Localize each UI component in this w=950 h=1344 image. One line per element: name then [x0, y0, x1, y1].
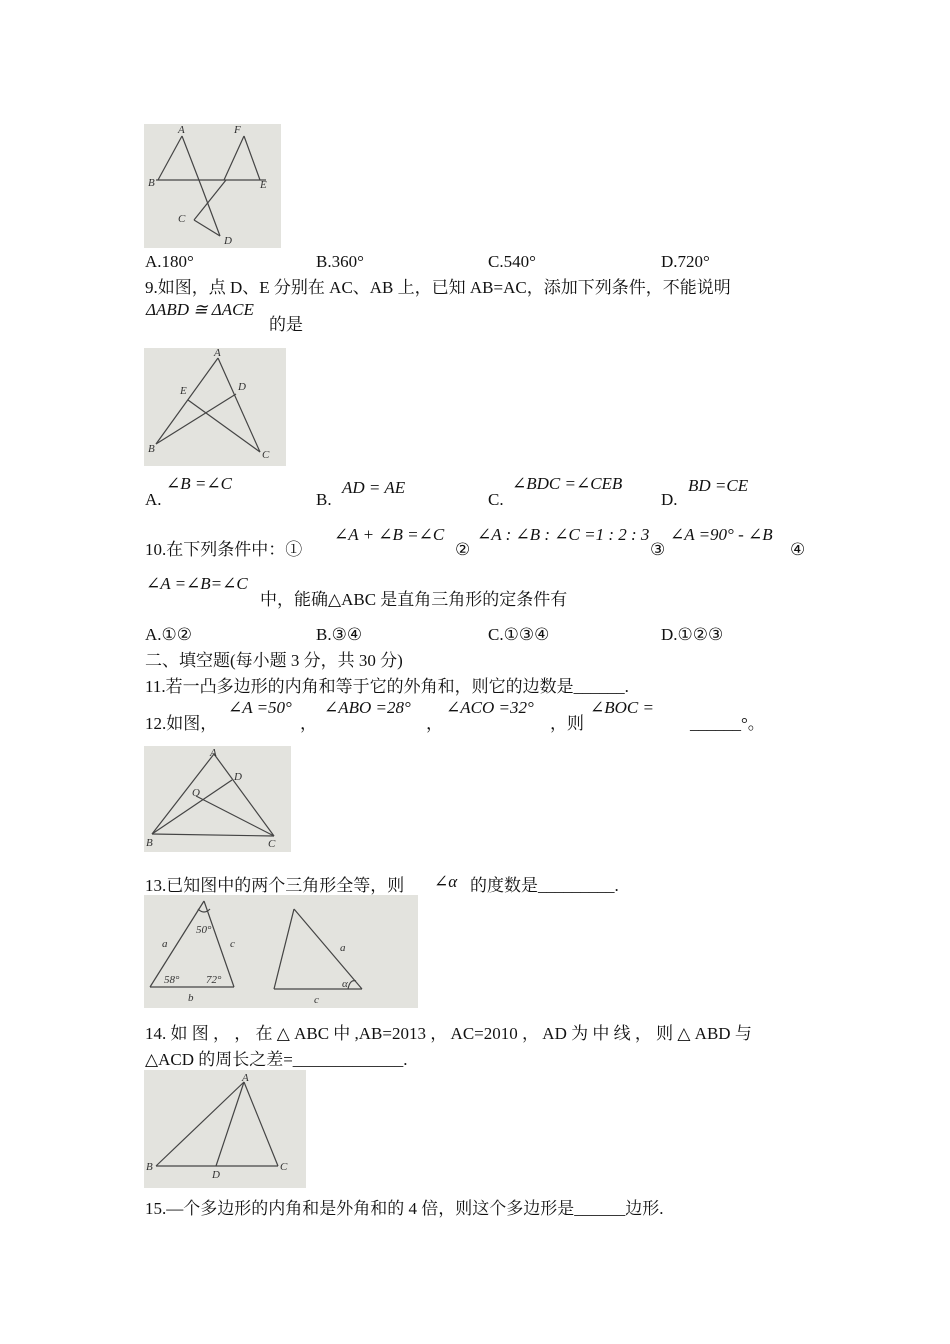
q8-option-c: C.540°: [488, 252, 536, 271]
q12-angle-boc: ∠BOC =: [590, 698, 654, 717]
q12-label-b: B: [146, 837, 153, 849]
q13-label-72: 72°: [206, 974, 222, 986]
q9-option-d-math: BD =CE: [688, 476, 749, 495]
q13-label-a-right: a: [340, 942, 346, 954]
q12-label-o: O: [192, 787, 200, 799]
q12-blank: ______°。: [690, 714, 765, 733]
section-2-title: 二、填空题(每小题 3 分，共 30 分): [145, 651, 403, 670]
q9-option-a-letter: A.: [145, 490, 162, 509]
q12-angle-abo: ∠ABO =28°: [324, 698, 411, 717]
q9-option-c-letter: C.: [488, 490, 504, 509]
q10-option-d: D.①②③: [661, 625, 724, 644]
q8-label-d: D: [224, 235, 232, 247]
q9-option-c-math: ∠BDC =∠CEB: [512, 474, 623, 493]
q14-line-1: 14. 如 图 ， ， 在 △ ABC 中 ,AB=2013 ， AC=2010 ， AD 为 中 线 ， 则 △ ABD 与: [145, 1024, 752, 1043]
q10-stem-start: 10.在下列条件中：①: [145, 540, 303, 559]
q12-sep-1: ，: [300, 714, 317, 733]
q12-prefix: 12.如图，: [145, 714, 218, 733]
q13-alpha: ∠α: [434, 872, 458, 891]
q14-label-d: D: [212, 1169, 220, 1181]
q13-label-58: 58°: [164, 974, 180, 986]
q13-suffix: 的度数是_________.: [470, 876, 619, 895]
q14-label-b: B: [146, 1161, 153, 1173]
q10-condition-2: ∠A : ∠B : ∠C =1 : 2 : 3: [477, 525, 650, 544]
q10-number-2: ②: [455, 540, 471, 559]
q8-label-e: E: [260, 179, 267, 191]
q13-label-a-left: a: [162, 938, 168, 950]
q13-label-50: 50°: [196, 924, 212, 936]
q12-label-a: A: [210, 747, 217, 759]
q12-label-c: C: [268, 838, 276, 850]
q12-angle-a: ∠A =50°: [228, 698, 292, 717]
q12-figure: [144, 746, 291, 852]
q8-label-c: C: [178, 213, 186, 225]
q9-label-b: B: [148, 443, 155, 455]
q9-label-c: C: [262, 449, 270, 461]
q13-label-alpha: α: [342, 978, 348, 990]
q9-label-d: D: [238, 381, 246, 393]
q9-formula: ΔABD ≅ ΔACE: [146, 300, 254, 319]
q9-stem: 9.如图，点 D、E 分别在 AC、AB 上，已知 AB=AC，添加下列条件，不能说明: [145, 278, 731, 297]
q12-sep-2: ，: [426, 714, 443, 733]
q8-figure: [144, 124, 281, 248]
q10-option-a: A.①②: [145, 625, 193, 644]
q12-sep-3: ，则: [550, 714, 584, 733]
q9-option-b-letter: B.: [316, 490, 332, 509]
q15-text: 15.—个多边形的内角和是外角和的 4 倍，则这个多边形是______边形.: [145, 1199, 664, 1218]
q12-angle-aco: ∠ACO =32°: [446, 698, 534, 717]
q14-label-a: A: [242, 1072, 249, 1084]
q9-label-a: A: [214, 348, 221, 359]
q11-text: 11.若一凸多边形的内角和等于它的外角和，则它的边数是______.: [145, 677, 629, 696]
q8-option-a: A.180°: [145, 252, 194, 271]
q8-option-b: B.360°: [316, 252, 364, 271]
q10-option-c: C.①③④: [488, 625, 550, 644]
q10-condition-3: ∠A =90° - ∠B: [670, 525, 773, 544]
q9-figure: [144, 348, 286, 466]
q8-option-d: D.720°: [661, 252, 710, 271]
q9-stem-end: 的是: [269, 315, 303, 334]
q8-label-b: B: [148, 177, 155, 189]
q13-label-c-right: c: [314, 994, 319, 1006]
q8-label-f: F: [234, 124, 241, 136]
q13-label-c-left: c: [230, 938, 235, 950]
q10-number-4: ④: [790, 540, 806, 559]
q10-option-b: B.③④: [316, 625, 363, 644]
q10-condition-1: ∠A + ∠B =∠C: [334, 525, 445, 544]
q9-label-e: E: [180, 385, 187, 397]
q10-condition-4: ∠A =∠B=∠C: [146, 574, 248, 593]
q14-label-c: C: [280, 1161, 288, 1173]
q8-label-a: A: [178, 124, 185, 136]
q12-label-d: D: [234, 771, 242, 783]
q9-option-d-letter: D.: [661, 490, 678, 509]
q13-label-b: b: [188, 992, 194, 1004]
q9-option-b-math: AD = AE: [342, 478, 406, 497]
q14-figure: [144, 1070, 306, 1188]
q13-figure: [144, 895, 418, 1008]
q13-prefix: 13.已知图中的两个三角形全等，则: [145, 876, 405, 895]
q10-number-3: ③: [650, 540, 666, 559]
q14-line-2: △ACD 的周长之差=_____________.: [145, 1050, 408, 1069]
q9-option-a-math: ∠B =∠C: [166, 474, 232, 493]
q10-stem-end: 中，能确△ABC 是直角三角形的定条件有: [260, 590, 568, 609]
